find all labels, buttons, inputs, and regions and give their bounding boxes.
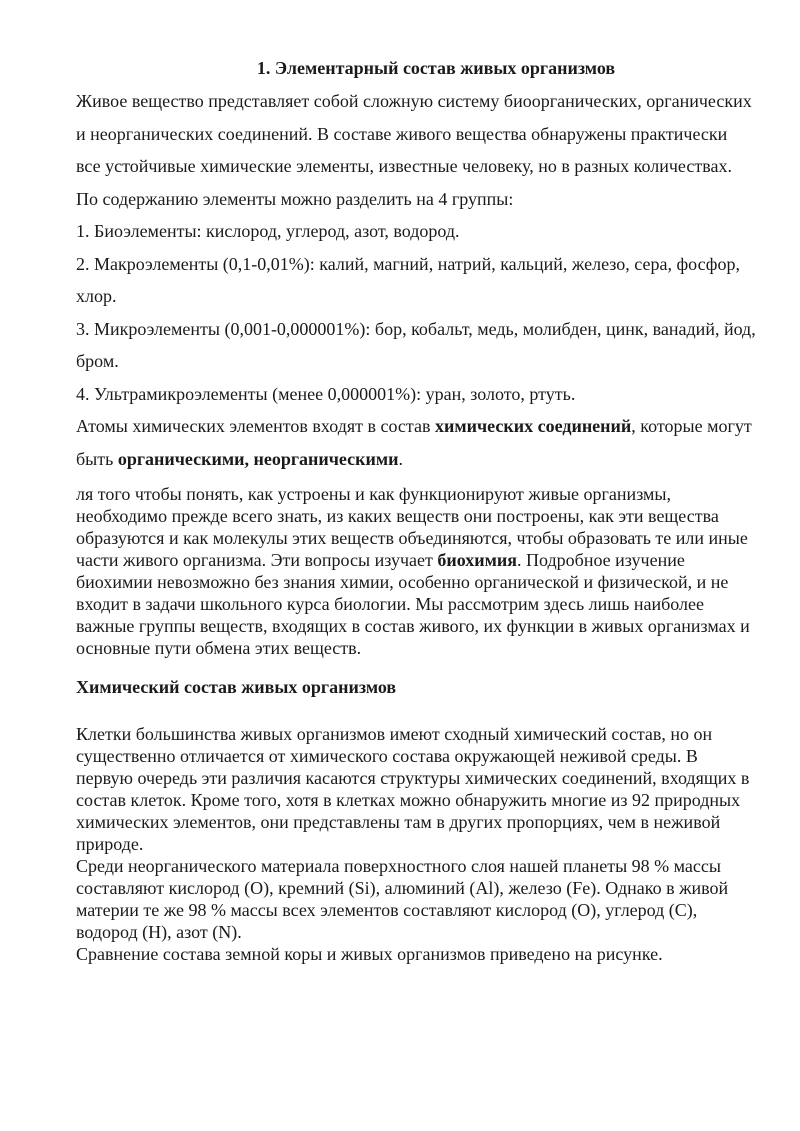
section-biochemistry <box>76 483 756 659</box>
section-heading-chemical-composition: Химический состав живых организмов <box>76 677 397 697</box>
atoms-bold-2: органическими, неорганическими <box>117 448 399 469</box>
group-item-2: 2. Макроэлементы (0,1-0,01%): калий, магний, натрий, кальций, железо, сера, фосфор, хлор. <box>76 253 740 306</box>
section-elemental-composition <box>76 85 756 475</box>
biochemistry-paragraph <box>76 483 756 659</box>
composition-paragraph-1: Клетки большинства живых организмов имеют сходный химический состав, но он существенно отличается от химического состава окружающей неживой среды. В первую очередь эти различия касаются структуры химических соединений, входящих в состав клеток. Кроме того, хотя в клетках можно обнаружить многие из 92 природных химических элементов, они представлены там в других пропорциях, чем в неживой природе. <box>76 724 750 854</box>
biochemistry-bold: биохимия <box>437 550 518 570</box>
group-item-3: 3. Микроэлементы (0,001-0,000001%): бор, кобальт, медь, молибден, цинк, ванадий, йод, бром. <box>76 318 756 371</box>
biochemistry-text-1: ля того чтобы понять, как устроены и как функционируют живые организмы, необходимо прежде всего знать, из каких веществ они построены, как эти вещества образуются и как молекулы этих веществ объединяются, чтобы образовать те или иные части живого организма. Эти вопросы изучает <box>76 484 748 570</box>
composition-paragraph-2: Среди неорганического материала поверхностного слоя нашей планеты 98 % массы составляют кислород (О), кремний (Si), алюминий (Al), железо (Fe). Однако в живой материи те же 98 % массы всех элементов составляют кислород (О), углерод (С), водород (Н), азот (N). <box>76 856 729 942</box>
atoms-paragraph <box>76 410 756 475</box>
section-chemical-composition <box>76 723 756 965</box>
group-item-4: 4. Ультрамикроэлементы (менее 0,000001%): уран, золото, ртуть. <box>76 383 576 404</box>
intro-paragraph: Живое вещество представляет собой сложную систему биоорганических, органических и неорганических соединений. В составе живого вещества обнаружены практически все устойчивые химические элементы, известные человеку, но в разных количествах. По содержанию элементы можно разделить на 4 группы: <box>76 91 752 209</box>
biochemistry-text-2: . Подробное изучение биохимии невозможно без знания химии, особенно органической и физической, и не входит в задачи школьного курса биологии. Мы рассмотрим здесь лишь наиболее важные группы веществ, входящих в состав живого, их функции в живых организмах и основные пути обмена этих веществ. <box>76 550 750 658</box>
document-page <box>76 55 756 965</box>
atoms-text-3: . <box>398 448 403 469</box>
section-title: 1. Элементарный состав живых организмов <box>256 58 616 78</box>
atoms-text-1: Атомы химических элементов входят в состав <box>76 416 435 436</box>
atoms-text-2: , которые могут быть <box>76 416 752 469</box>
composition-paragraph-3: Сравнение состава земной коры и живых организмов приведено на рисунке. <box>76 944 663 964</box>
group-item-1: 1. Биоэлементы: кислород, углерод, азот, водород. <box>76 221 460 241</box>
atoms-bold-1: химических соединений <box>435 416 632 436</box>
